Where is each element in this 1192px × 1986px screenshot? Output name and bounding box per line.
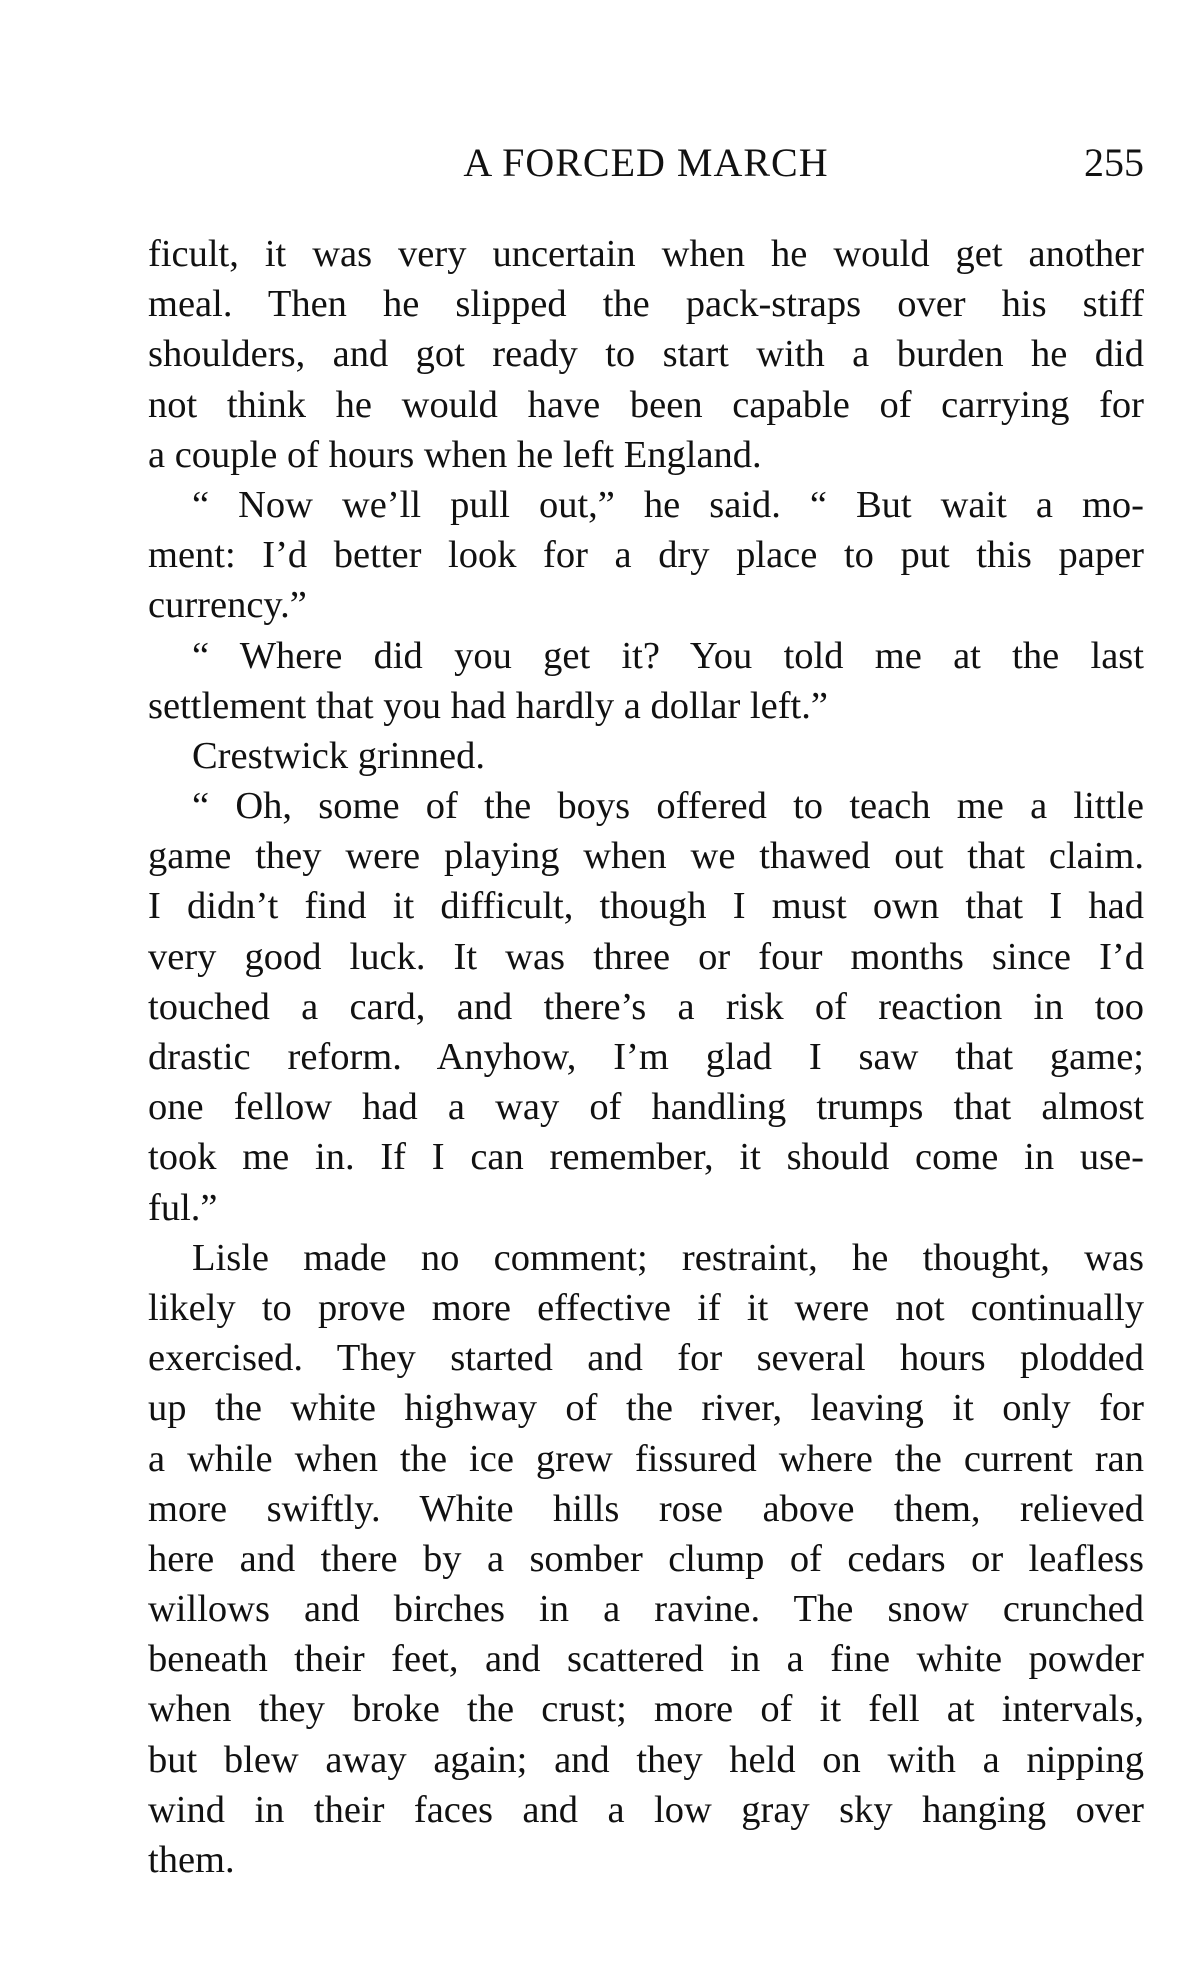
text-line: when they broke the crust; more of it fell at intervals, xyxy=(148,1688,1144,1731)
text-line: drastic reform. Anyhow, I’m glad I saw that game; xyxy=(148,1036,1144,1078)
text-line: ful.” xyxy=(148,1186,218,1229)
chapter-title: A FORCED MARCH xyxy=(463,140,829,185)
text-line: more swiftly. White hills rose above them, relieved xyxy=(148,1487,1144,1530)
text-line: exercised. They started and for several hours plodded xyxy=(148,1337,1144,1380)
text-line: ficult, it was very uncertain when he would get another xyxy=(148,233,1144,275)
text-line: but blew away again; and they held on with a nipping xyxy=(148,1738,1144,1781)
text-line: wind in their faces and a low gray sky hanging over xyxy=(148,1788,1144,1831)
text-line: one fellow had a way of handling trumps that almost xyxy=(148,1086,1144,1129)
text-line: touched a card, and there’s a risk of reaction in too xyxy=(148,985,1144,1028)
text-line: shoulders, and got ready to start with a burden he did xyxy=(148,333,1144,376)
text-line: very good luck. It was three or four months since I’d xyxy=(148,935,1144,978)
text-line: them. xyxy=(148,1839,235,1881)
text-line: currency.” xyxy=(148,584,307,627)
text-line: willows and birches in a ravine. The snow crunched xyxy=(148,1588,1144,1631)
text-line: ment: I’d better look for a dry place to put this paper xyxy=(148,534,1144,577)
text-line: not think he would have been capable of carrying for xyxy=(148,383,1144,426)
text-line: “ Oh, some of the boys offered to teach me a little xyxy=(192,785,1144,828)
text-line: “ Where did you get it? You told me at the last xyxy=(192,634,1144,677)
text-line: Lisle made no comment; restraint, he thought, was xyxy=(192,1236,1144,1279)
text-line: Crestwick grinned. xyxy=(192,734,485,777)
text-line: beneath their feet, and scattered in a fine white powder xyxy=(148,1638,1144,1681)
body-text xyxy=(148,229,1144,1885)
text-line: game they were playing when we thawed out that claim. xyxy=(148,835,1144,878)
text-line: I didn’t find it difficult, though I must own that I had xyxy=(148,885,1144,928)
text-line: settlement that you had hardly a dollar left.” xyxy=(148,684,828,727)
text-line: “ Now we’ll pull out,” he said. “ But wait a mo- xyxy=(192,483,1144,526)
running-head xyxy=(148,138,1144,188)
text-line: up the white highway of the river, leaving it only for xyxy=(148,1387,1144,1430)
text-line: meal. Then he slipped the pack-straps over his stiff xyxy=(148,283,1144,326)
text-line: took me in. If I can remember, it should come in use- xyxy=(148,1136,1144,1179)
text-line: likely to prove more effective if it were not continually xyxy=(148,1286,1144,1329)
text-line: a couple of hours when he left England. xyxy=(148,433,762,476)
text-line: here and there by a somber clump of cedars or leafless xyxy=(148,1537,1144,1580)
text-line: a while when the ice grew fissured where the current ran xyxy=(148,1437,1144,1480)
page-number: 255 xyxy=(1084,140,1144,185)
